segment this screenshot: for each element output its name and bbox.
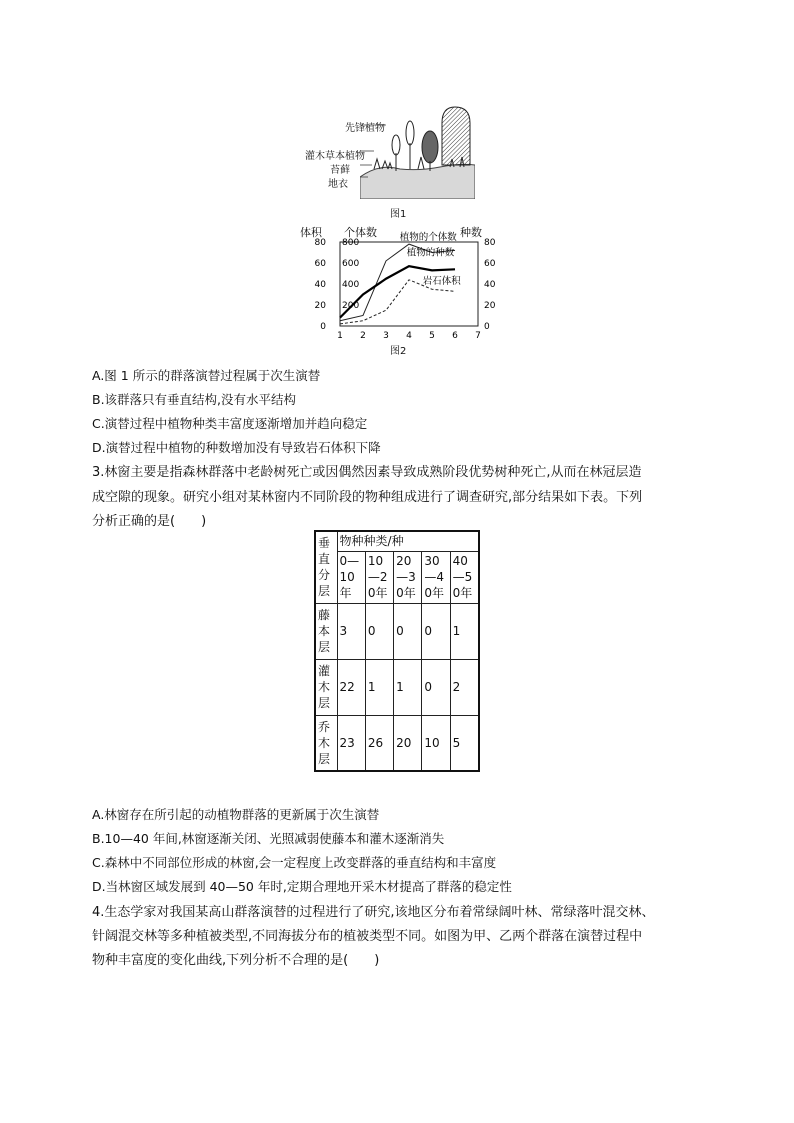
table-corner-header: 垂直分层 [315, 531, 337, 603]
x-tick-label: 6 [452, 331, 458, 341]
q3-option-a: A.林窗存在所引起的动植物群落的更新属于次生演替 [92, 807, 380, 822]
q2-option-a: A.图 1 所示的群落演替过程属于次生演替 [92, 368, 321, 383]
succession-illustration [360, 103, 475, 199]
figure-2 [300, 222, 500, 342]
table-period-header: 40—50年 [450, 551, 479, 603]
series-label-rock-volume: 岩石体积 [422, 276, 461, 287]
table-row-header: 乔木层 [315, 715, 337, 771]
table-cell: 1 [394, 659, 422, 715]
table-cell: 0 [394, 603, 422, 659]
species-tick-label: 80 [484, 238, 496, 248]
axis-title-species: 种数 [460, 226, 482, 239]
series-label-individuals: 植物的个体数 [399, 231, 457, 243]
axis-title-individuals: 个体数 [344, 226, 377, 239]
count-tick-label: 600 [342, 259, 360, 269]
x-tick-label: 1 [337, 331, 343, 341]
table-row [315, 603, 479, 659]
table-cell: 0 [365, 603, 393, 659]
q3-stem-line-3: 分析正确的是( ) [92, 514, 207, 529]
table-row [315, 659, 479, 715]
table-cell: 0 [422, 603, 450, 659]
volume-tick-label: 20 [314, 301, 326, 311]
x-tick-label: 2 [360, 331, 366, 341]
q2-option-d: D.演替过程中植物的种数增加没有导致岩石体积下降 [92, 440, 381, 455]
table-period-header: 20—30年 [394, 551, 422, 603]
q3-stem-line-1: 3.林窗主要是指森林群落中老龄树死亡或因偶然因素导致成熟阶段优势树种死亡,从而在林冠层造 [92, 465, 642, 480]
table-cell: 26 [365, 715, 393, 771]
x-tick-label: 7 [475, 331, 481, 341]
volume-tick-label: 40 [314, 280, 326, 290]
x-tick-label: 4 [406, 331, 412, 341]
x-tick-label: 3 [383, 331, 389, 341]
table-cell: 22 [337, 659, 365, 715]
label-pioneer-plants: 先锋植物 [345, 123, 385, 134]
forest-gap-table [314, 530, 480, 772]
count-tick-label: 400 [342, 280, 360, 290]
table-row [315, 715, 479, 771]
q4-stem-line-1: 4.生态学家对我国某高山群落演替的过程进行了研究,该地区分布着常绿阔叶林、常绿落叶混交林、 [92, 905, 655, 920]
table-period-header: 0—10年 [337, 551, 365, 603]
q2-option-b: B.该群落只有垂直结构,没有水平结构 [92, 392, 297, 407]
volume-tick-label: 0 [320, 322, 326, 332]
table-cell: 1 [450, 603, 479, 659]
q3-option-d: D.当林窗区域发展到 40—50 年时,定期合理地开采木材提高了群落的稳定性 [92, 879, 512, 894]
q3-stem-line-2: 成空隙的现象。研究小组对某林窗内不同阶段的物种组成进行了调查研究,部分结果如下表。下列 [92, 490, 643, 505]
table-cell: 20 [394, 715, 422, 771]
label-shrub-herb: 灌木草本植物 [305, 151, 365, 162]
species-tick-label: 20 [484, 301, 496, 311]
label-lichen: 地衣 [328, 179, 348, 190]
species-tick-label: 60 [484, 259, 496, 269]
q4-stem-line-3: 物种丰富度的变化曲线,下列分析不合理的是( ) [92, 953, 380, 968]
table-row-header: 灌木层 [315, 659, 337, 715]
q2-option-c: C.演替过程中植物种类丰富度逐渐增加并趋向稳定 [92, 416, 368, 431]
species-tick-label: 40 [484, 280, 496, 290]
table-cell: 0 [422, 659, 450, 715]
species-tick-label: 0 [484, 322, 490, 332]
table-row-header: 藤本层 [315, 603, 337, 659]
series-label-species: 植物的种数 [406, 247, 455, 259]
volume-tick-label: 60 [314, 259, 326, 269]
x-tick-label: 5 [429, 331, 435, 341]
table-cell: 3 [337, 603, 365, 659]
figure-2-caption: 图2 [390, 346, 407, 357]
axis-title-volume: 体积 [300, 226, 322, 239]
figure-1 [300, 103, 490, 203]
q3-option-c: C.森林中不同部位形成的林窗,会一定程度上改变群落的垂直结构和丰富度 [92, 855, 497, 870]
table-period-header: 30—40年 [422, 551, 450, 603]
label-moss: 苔藓 [330, 165, 350, 176]
count-tick-label: 800 [342, 238, 360, 248]
table-cell: 23 [337, 715, 365, 771]
q4-stem-line-2: 针阔混交林等多种植被类型,不同海拔分布的植被类型不同。如图为甲、乙两个群落在演替过程中 [92, 929, 643, 944]
count-tick-label: 200 [342, 301, 360, 311]
table-cell: 10 [422, 715, 450, 771]
figure-1-caption: 图1 [390, 209, 407, 220]
table-cell: 2 [450, 659, 479, 715]
table-cell: 5 [450, 715, 479, 771]
volume-tick-label: 80 [314, 238, 326, 248]
table-period-header: 10—20年 [365, 551, 393, 603]
q3-option-b: B.10—40 年间,林窗逐渐关闭、光照减弱使藤本和灌木逐渐消失 [92, 831, 445, 846]
table-cell: 1 [365, 659, 393, 715]
line-chart [300, 222, 500, 342]
table-group-header: 物种种类/种 [337, 531, 479, 551]
